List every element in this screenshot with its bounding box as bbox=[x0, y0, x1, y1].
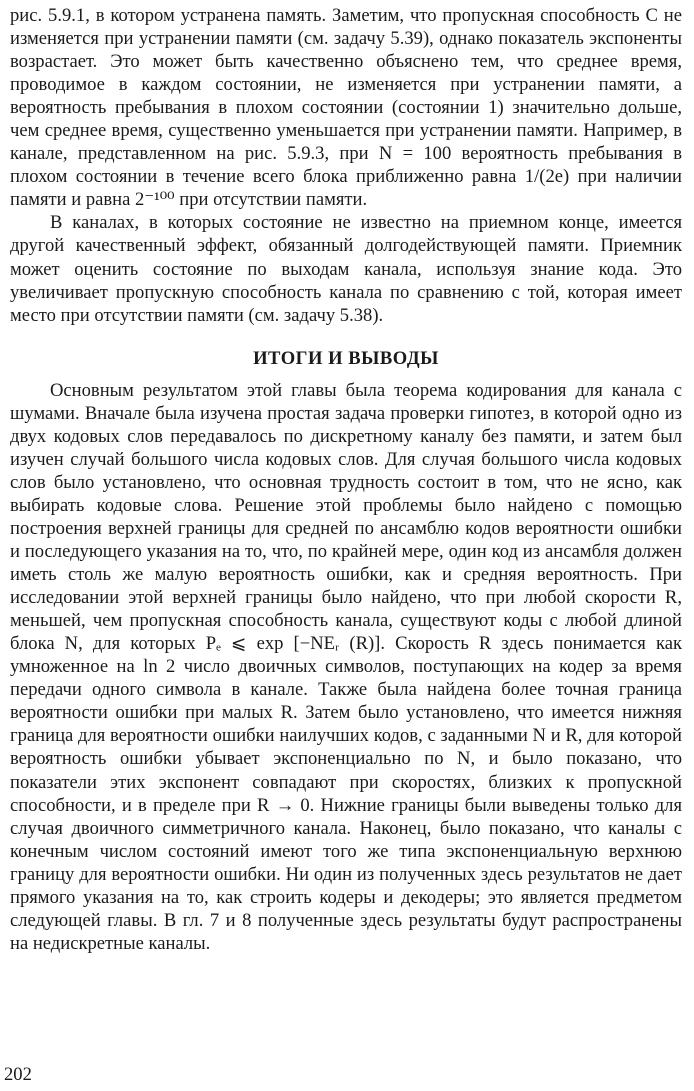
page-number: 202 bbox=[4, 1064, 32, 1085]
paragraph-continuation: рис. 5.9.1, в котором устранена память. Заметим, что пропускная способность C не изменяется при устранении памяти (см. задачу 5.39), однако показатель экспоненты возрастает. Это может быть качественно объяснено тем, что среднее время, проводимое в каждом состоянии, не изменяется при устранении памяти, а вероятность пребывания в плохом состоянии (состоянии 1) значительно дольше, чем среднее время, существенно уменьшается при устранении памяти. Например, в канале, представленном на рис. 5.9.3, при N = 100 вероятность пребывания в плохом состоянии в течение всего блока приближенно равна 1/(2e) при наличии памяти и равна 2⁻¹⁰⁰ при отсутствии памяти. bbox=[10, 5, 682, 211]
page-body bbox=[10, 4, 682, 955]
paragraph-memory-effect: В каналах, в которых состояние не известно на приемном конце, имеется другой качественный эффект, обязанный долгодействующей памяти. Приемник может оценить состояние по выходам канала, используя знание кода. Это увеличивает пропускную способность канала по сравнению с той, которая имеет место при отсутствии памяти (см. задачу 5.38). bbox=[10, 212, 682, 326]
section-heading: ИТОГИ И ВЫВОДЫ bbox=[253, 347, 439, 369]
paragraph-summary: Основным результатом этой главы была теорема кодирования для канала с шумами. Вначале была изучена простая задача проверки гипотез, в которой одно из двух кодовых слов передавалось по дискретному каналу без памяти, и затем был изучен случай большого числа кодовых слов. Для случая большого числа кодовых слов было установлено, что основная трудность состоит в том, что не ясно, как выбирать кодовые слова. Решение этой проблемы было найдено с помощью построения верхней границы для средней по ансамблю кодов вероятности ошибки и последующего указания на то, что, по крайней мере, один код из ансамбля должен иметь столь же малую вероятность ошибки, как и средняя вероятность. При исследовании этой верхней границы было найдено, что при любой скорости R, меньшей, чем пропускная способность канала, существуют коды с любой длиной блока N, для которых Pₑ ⩽ exp [−NEᵣ (R)]. Скорость R здесь понимается как умноженное на ln 2 число двоичных символов, поступающих на кодер за время передачи одного символа в канале. Также была найдена более точная граница вероятности ошибки при малых R. Затем было установлено, что имеется нижняя граница для вероятности ошибки наилучших кодов, с заданными N и R, для которой вероятность ошибки убывает экспоненциально по N, и было показано, что показатели этих экспонент совпадают при скоростях, близких к пропускной способности, и в пределе при R → 0. Нижние границы были выведены только для случая двоичного симметричного канала. Наконец, было показано, что каналы с конечным числом состояний имеют того же типа экспоненциальную верхнюю границу для вероятности ошибки. Ни один из полученных здесь результатов не дает прямого указания на то, как строить кодеры и декодеры; это является предметом следующей главы. В гл. 7 и 8 полученные здесь результаты будут распространены на недискретные каналы. bbox=[10, 379, 682, 954]
